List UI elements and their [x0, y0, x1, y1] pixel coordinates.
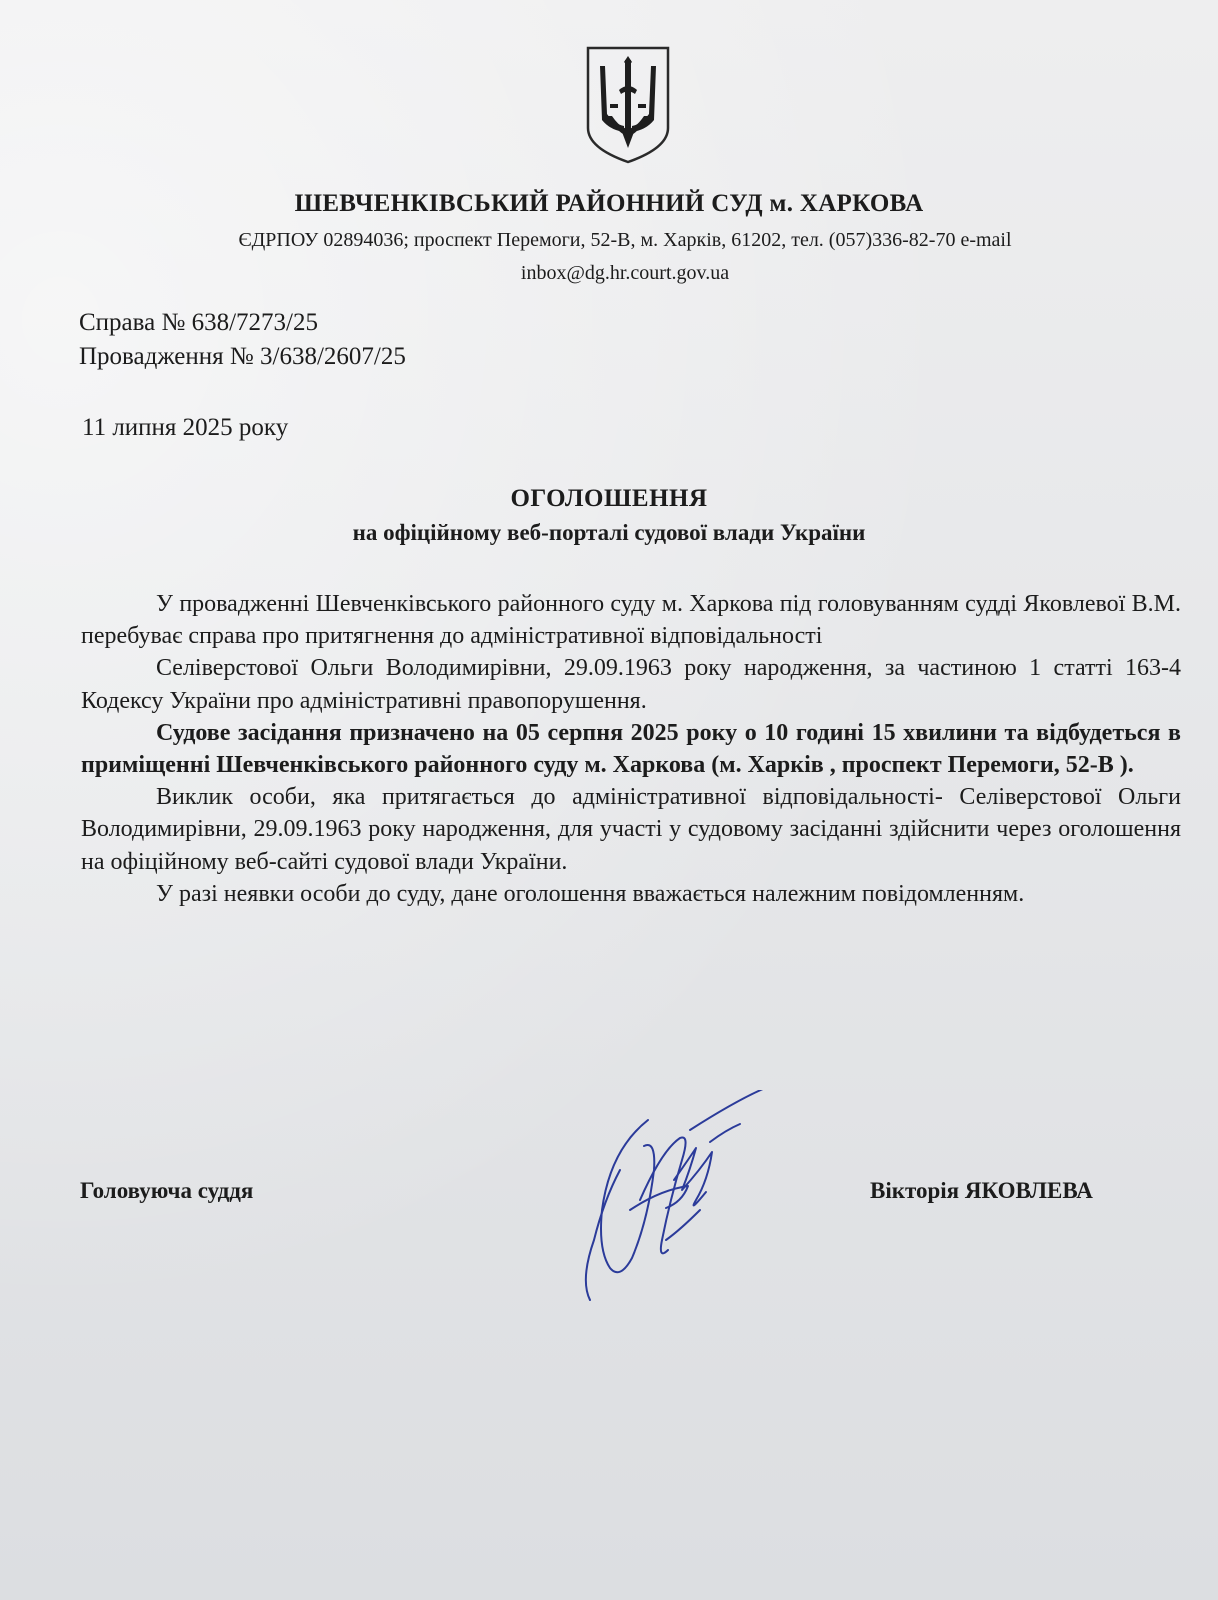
coat-of-arms-icon: [584, 44, 672, 166]
document-date: 11 липня 2025 року: [82, 414, 289, 441]
paragraph-proceeding: У провадженні Шевченківського районного суду м. Харкова під головуванням судді Яковлевої В.М. перебуває справа про притягнення до адміністративної відповідальності: [81, 591, 1181, 650]
signature-label: Головуюча суддя: [80, 1178, 254, 1203]
notice-body: [81, 588, 1181, 910]
case-numbers: [79, 306, 406, 374]
contacts-email: inbox@dg.hr.court.gov.ua: [520, 262, 730, 284]
court-name: ШЕВЧЕНКІВСЬКИЙ РАЙОННИЙ СУД м. ХАРКОВА: [294, 190, 924, 217]
case-number: Справа № 638/7273/25: [79, 309, 318, 336]
proceeding-number: Провадження № 3/638/2607/25: [79, 343, 406, 370]
court-contacts: [120, 224, 1130, 290]
paragraph-hearing: Судове засідання призначено на 05 серпня 2025 року о 10 годині 15 хвилини та відбудеться в приміщенні Шевченківського районного суду м. Харкова (м. Харків , проспект Перемоги, 52-В ).: [81, 719, 1181, 779]
paragraph-absence: У разі неявки особи до суду, дане оголошення вважається належним повідомленням.: [156, 880, 1025, 907]
paragraph-summons: Виклик особи, яка притягається до адміністративної відповідальності- Селіверстової Ольги Володимирівни, 29.09.1963 року народження, для участі у судовому засіданні здійснити через оголошення на офіційному веб-сайті судової влади України.: [81, 784, 1181, 875]
handwritten-signature-icon: [570, 1090, 800, 1310]
notice-subtitle: на офіційному веб-порталі судової влади України: [352, 520, 866, 545]
judge-name: Вікторія ЯКОВЛЕВА: [870, 1178, 1093, 1203]
contacts-line: ЄДРПОУ 02894036; проспект Перемоги, 52-В, м. Харків, 61202, тел. (057)336-82-70 e-mail: [238, 229, 1012, 251]
notice-title: ОГОЛОШЕННЯ: [510, 485, 708, 512]
paragraph-person: Селіверстової Ольги Володимирівни, 29.09.1963 року народження, за частиною 1 статті 163-4 Кодексу України про адміністративні правопорушення.: [81, 655, 1181, 714]
